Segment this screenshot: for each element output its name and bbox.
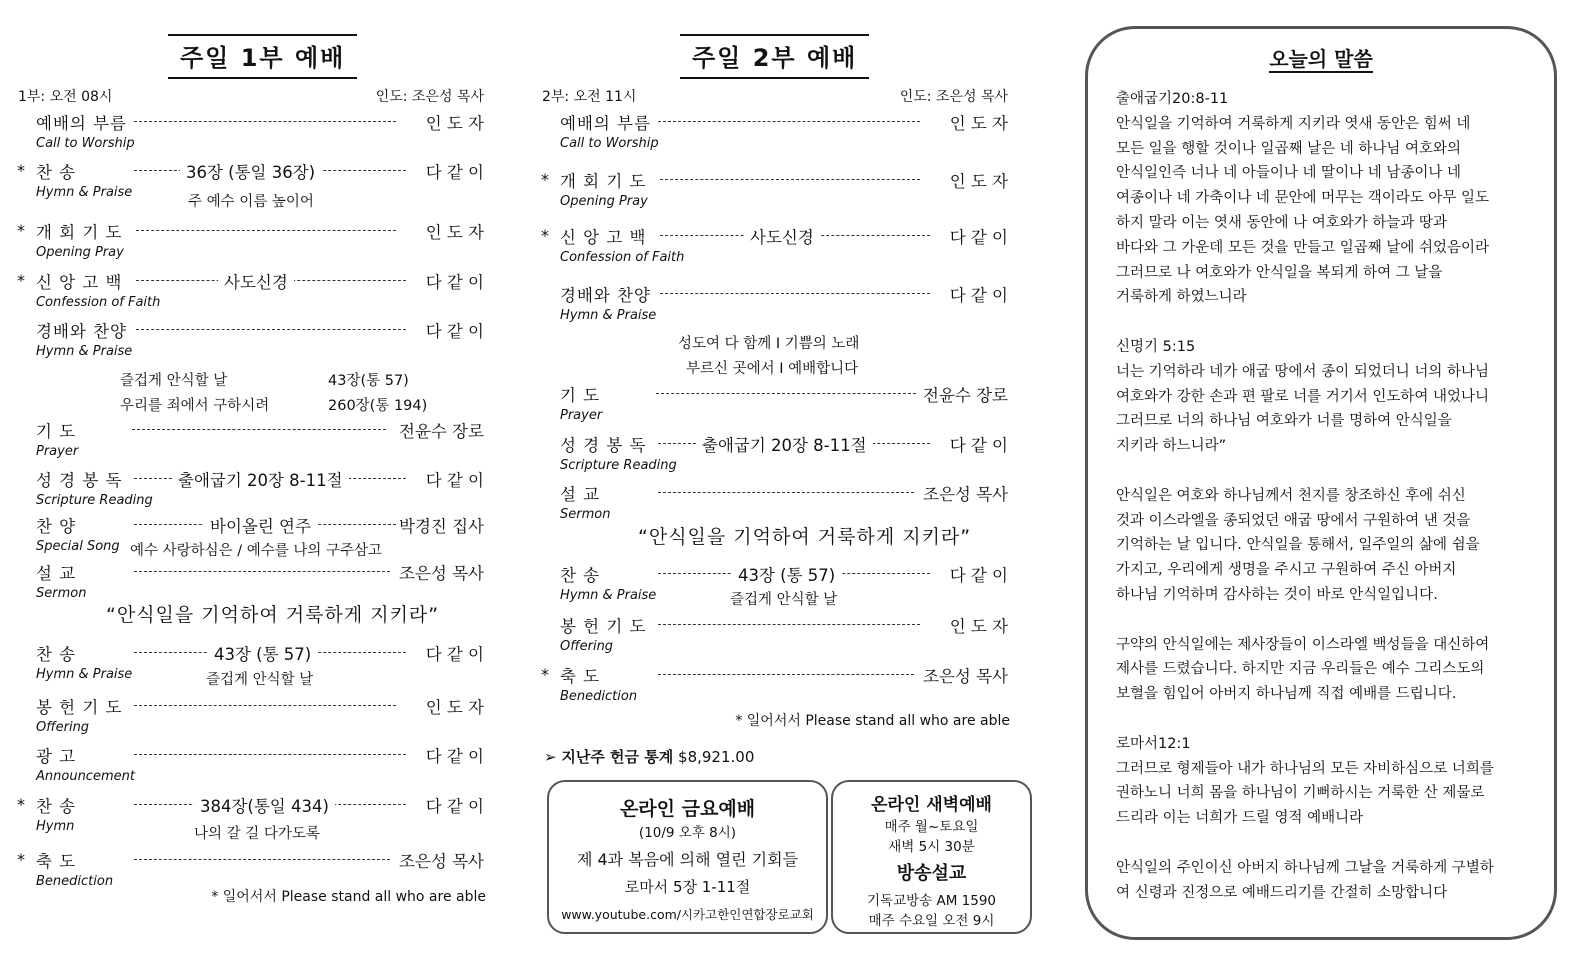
service2-stand-note: * 일어서서 Please stand all who are able <box>735 713 1010 729</box>
word-line: 구약의 안식일에는 제사장들이 이스라엘 백성들을 대신하여 <box>1116 636 1490 653</box>
praise-song-2-title: 우리를 죄에서 구하시려 <box>120 398 270 414</box>
word-paragraph <box>1116 484 1531 608</box>
item-name: 축 도 <box>36 852 77 871</box>
word-line: 그러므로 너의 하나님 여호와가 너를 명하여 안식일을 <box>1116 413 1452 430</box>
item-leader: 다 같 이 <box>425 747 484 766</box>
stand-marker: * <box>17 221 25 240</box>
todays-word-body <box>1116 87 1531 930</box>
offering-stats <box>544 746 754 767</box>
dotted-leader <box>136 230 396 231</box>
item-leader: 다 같 이 <box>949 436 1008 455</box>
liturgy-item <box>18 159 488 185</box>
item-english: Hymn & Praise <box>560 588 657 603</box>
item-english: Opening Pray <box>36 245 124 260</box>
liturgy-item <box>542 663 1012 689</box>
dotted-leader <box>134 571 390 572</box>
service1-time: 1부: 오전 08시 <box>18 89 113 105</box>
word-line: 제사를 드렸습니다. 하지만 지금 우리들은 예수 그리스도의 <box>1116 661 1485 678</box>
service1-stand-note: * 일어서서 Please stand all who are able <box>211 889 486 905</box>
item-detail: 36장 (통일 36장) <box>180 159 321 183</box>
friday-scripture: 로마서 5장 1-11절 <box>624 878 751 896</box>
friday-service-box <box>547 780 828 934</box>
item-detail: 사도신경 <box>744 224 820 248</box>
todays-word-title: 오늘의 말씀 <box>1269 47 1373 71</box>
word-line: 지키라 하느니라” <box>1116 438 1227 455</box>
dawn-title: 온라인 새벽예배 <box>871 795 992 815</box>
item-name: 설 교 <box>560 485 601 504</box>
service2-leader: 인도: 조은성 목사 <box>899 89 1008 105</box>
item-english: Announcement <box>36 769 135 784</box>
stand-marker: * <box>541 170 549 189</box>
item-name: 찬 양 <box>36 517 77 536</box>
item-detail: 출애굽기 20장 8-11절 <box>696 432 873 456</box>
dotted-leader <box>660 179 920 180</box>
word-paragraph <box>1116 732 1531 831</box>
item-leader: 조은성 목사 <box>399 852 484 871</box>
item-leader: 전윤수 장로 <box>399 422 484 441</box>
liturgy-item <box>542 110 1012 136</box>
broadcast-time: 매주 수요일 오전 9시 <box>868 913 995 929</box>
item-english: Scripture Reading <box>36 493 153 508</box>
item-leader: 다 같 이 <box>425 322 484 341</box>
praise-song-1-title: 즐겁게 안식할 날 <box>120 373 228 389</box>
friday-lesson: 제 4과 복음에 의해 열린 기회들 <box>576 850 799 869</box>
liturgy-item <box>18 110 488 136</box>
liturgy-item <box>18 467 488 493</box>
word-paragraph <box>1116 335 1531 459</box>
dotted-leader <box>660 293 930 294</box>
dotted-leader <box>134 754 406 755</box>
word-line: 로마서12:1 <box>1116 735 1191 752</box>
service1-sermon-title: “안식일을 기억하여 거룩하게 지키라” <box>106 604 440 626</box>
item-english: Confession of Faith <box>560 250 685 265</box>
item-leader: 다 같 이 <box>949 228 1008 247</box>
item-leader: 전윤수 장로 <box>923 386 1008 405</box>
broadcast-title: 방송설교 <box>896 863 967 884</box>
item-leader: 다 같 이 <box>425 645 484 664</box>
item-leader: 다 같 이 <box>425 273 484 292</box>
liturgy-item <box>18 694 488 720</box>
item-english: Prayer <box>36 444 79 459</box>
word-line: 가지고, 우리에게 생명을 주시고 구원하여 주신 아버지 <box>1116 562 1457 579</box>
dotted-leader <box>658 121 920 122</box>
friday-url[interactable]: www.youtube.com/시카고한인연합장로교회 <box>561 907 814 922</box>
word-paragraph <box>1116 87 1531 310</box>
service1-header <box>18 86 484 106</box>
item-leader: 인 도 자 <box>425 223 484 242</box>
item-english: Prayer <box>560 408 603 423</box>
liturgy-item <box>542 432 1012 458</box>
todays-word-heading <box>1088 43 1554 72</box>
dawn-time: 새벽 5시 30분 <box>888 839 975 855</box>
service2-title: 주일 2부 예배 <box>680 34 869 79</box>
praise-song-1-num: 43장(통 57) <box>328 373 409 389</box>
item-detail: 출애굽기 20장 8-11절 <box>172 467 349 491</box>
dotted-leader <box>656 393 916 394</box>
item-leader: 인 도 자 <box>425 114 484 133</box>
word-line: 권하노니 너희 몸을 하나님이 기뻐하시는 거룩한 산 제물로 <box>1116 785 1485 802</box>
item-leader: 인 도 자 <box>949 114 1008 133</box>
broadcast-station: 기독교방송 AM 1590 <box>866 893 997 909</box>
stand-marker: * <box>17 850 25 869</box>
word-paragraph <box>1116 856 1531 906</box>
word-line: 너는 기억하라 네가 애굽 땅에서 종이 되었더니 너의 하나님 <box>1116 363 1490 380</box>
liturgy-item <box>542 613 1012 639</box>
liturgy-item <box>542 224 1012 250</box>
liturgy-item <box>18 641 488 667</box>
item-english: Hymn & Praise <box>36 185 133 200</box>
item-name: 개 회 기 도 <box>36 223 123 242</box>
item-english: Hymn & Praise <box>36 344 133 359</box>
item-leader: 다 같 이 <box>425 471 484 490</box>
word-line: 드리라 이는 너희가 드릴 영적 예배니라 <box>1116 810 1364 827</box>
item-leader: 인 도 자 <box>949 172 1008 191</box>
liturgy-item <box>542 168 1012 194</box>
item-name: 봉 헌 기 도 <box>560 617 647 636</box>
item-english: Offering <box>36 720 90 735</box>
word-line: 여호와가 강한 손과 편 팔로 너를 거기서 인도하여 내었나니 <box>1116 388 1490 405</box>
item-leader: 인 도 자 <box>949 617 1008 636</box>
liturgy-item <box>18 793 488 819</box>
praise-song-2-num: 260장(통 194) <box>328 398 428 414</box>
todays-word-panel <box>1085 26 1557 940</box>
item-leader: 조은성 목사 <box>923 667 1008 686</box>
item-leader: 조은성 목사 <box>923 485 1008 504</box>
word-line: 여 신령과 진정으로 예배드리기를 간절히 소망합니다 <box>1116 884 1448 901</box>
word-line: 거룩하게 하였느니라 <box>1116 289 1247 306</box>
item-leader: 조은성 목사 <box>399 564 484 583</box>
item-english: Hymn & Praise <box>36 667 133 682</box>
item-name: 찬 송 <box>560 566 601 585</box>
item-name: 봉 헌 기 도 <box>36 698 123 717</box>
dotted-leader <box>134 705 396 706</box>
stand-marker: * <box>17 271 25 290</box>
dotted-leader <box>134 859 390 860</box>
item-leader: 다 같 이 <box>425 797 484 816</box>
item-leader: 다 같 이 <box>425 163 484 182</box>
liturgy-item <box>18 219 488 245</box>
item-name: 경배와 찬양 <box>560 286 651 305</box>
item-detail: 384장(통일 434) <box>194 793 335 817</box>
item-english: Call to Worship <box>36 136 135 151</box>
item-english: Benediction <box>36 874 114 889</box>
liturgy-item <box>18 269 488 295</box>
liturgy-item <box>18 513 488 539</box>
friday-title: 온라인 금요예배 <box>619 798 756 820</box>
praise-line-1: 성도여 다 함께 I 기쁨의 노래 <box>678 336 860 352</box>
offering-amount: $8,921.00 <box>678 748 755 766</box>
item-english: Benediction <box>560 689 638 704</box>
item-detail: 43장 (통 57) <box>732 562 841 586</box>
dotted-leader <box>658 624 920 625</box>
item-leader: 인 도 자 <box>425 698 484 717</box>
item-leader: 다 같 이 <box>949 286 1008 305</box>
item-name: 축 도 <box>560 667 601 686</box>
word-line: 기억하는 날 입니다. 안식일을 통해서, 일주일의 삶에 쉼을 <box>1116 537 1480 554</box>
hymn1-title: 주 예수 이름 높이어 <box>188 194 314 210</box>
dotted-leader <box>136 329 406 330</box>
item-name: 찬 송 <box>36 163 77 182</box>
word-line: 여종이나 네 가축이나 네 문안에 머무는 객이라도 아무 일도 <box>1116 190 1490 207</box>
word-line: 안식일의 주인이신 아버지 하나님께 그날을 거룩하게 구별하 <box>1116 859 1494 876</box>
liturgy-item <box>18 848 488 874</box>
item-english: Sermon <box>36 586 87 601</box>
liturgy-item <box>18 418 488 444</box>
liturgy-item <box>542 481 1012 507</box>
item-english: Special Song <box>36 539 120 554</box>
offering-label: 지난주 헌금 통계 <box>561 748 674 766</box>
word-line: 출애굽기20:8-11 <box>1116 91 1229 107</box>
item-name: 기 도 <box>36 422 77 441</box>
liturgy-item <box>18 318 488 344</box>
item-name: 경배와 찬양 <box>36 322 127 341</box>
word-line: 안식일을 기억하여 거룩하게 지키라 엿새 동안은 힘써 네 <box>1116 115 1471 132</box>
item-leader: 박경진 집사 <box>399 517 484 536</box>
item-name: 예배의 부름 <box>36 114 127 133</box>
dotted-leader <box>658 492 914 493</box>
service2-time: 2부: 오전 11시 <box>542 89 637 105</box>
service2-sermon-title: “안식일을 기억하여 거룩하게 지키라” <box>638 526 972 548</box>
praise-line-2: 부르신 곳에서 I 예배합니다 <box>686 361 859 377</box>
word-line: 보혈을 힘입어 아버지 하나님께 직접 예배를 드립니다. <box>1116 686 1457 703</box>
liturgy-item <box>542 562 1012 588</box>
word-line: 안식일인즉 너나 네 아들이나 네 딸이나 네 남종이나 네 <box>1116 165 1462 182</box>
word-line: 안식일은 여호와 하나님께서 천지를 창조하신 후에 쉬신 <box>1116 487 1466 504</box>
stand-marker: * <box>541 226 549 245</box>
item-name: 광 고 <box>36 747 77 766</box>
item-detail: 바이올린 연주 <box>204 513 317 537</box>
word-line: 그러므로 나 여호와가 안식일을 복되게 하여 그 날을 <box>1116 264 1443 281</box>
arrow-icon: ➢ <box>544 748 557 766</box>
item-english: Opening Pray <box>560 194 648 209</box>
item-name: 신 앙 고 백 <box>560 228 647 247</box>
stand-marker: * <box>17 795 25 814</box>
liturgy-item <box>542 282 1012 308</box>
item-name: 설 교 <box>36 564 77 583</box>
item-detail: 사도신경 <box>218 269 294 293</box>
word-line: 바다와 그 가운데 모든 것을 만들고 일곱째 날에 쉬었음이라 <box>1116 239 1490 256</box>
liturgy-item <box>542 382 1012 408</box>
word-line: 하나님 기억하며 감사하는 것이 바로 안식일입니다. <box>1116 586 1438 603</box>
service1-title: 주일 1부 예배 <box>168 34 357 79</box>
word-line: 것과 이스라엘을 종되었던 애굽 땅에서 구원하여 낸 것을 <box>1116 512 1471 529</box>
stand-marker: * <box>17 161 25 180</box>
item-name: 기 도 <box>560 386 601 405</box>
word-line: 신명기 5:15 <box>1116 338 1196 355</box>
item-name: 찬 송 <box>36 645 77 664</box>
hymn3-title: 나의 갈 길 다가도록 <box>194 826 320 842</box>
service2-header <box>542 86 1008 106</box>
word-paragraph <box>1116 633 1531 707</box>
item-detail: 43장 (통 57) <box>208 641 317 665</box>
service1-leader: 인도: 조은성 목사 <box>375 89 484 105</box>
item-english: Scripture Reading <box>560 458 677 473</box>
friday-date: (10/9 오후 8시) <box>638 825 737 841</box>
item-leader: 다 같 이 <box>949 566 1008 585</box>
stand-marker: * <box>541 665 549 684</box>
liturgy-item <box>18 560 488 586</box>
dotted-leader <box>132 429 386 430</box>
item-english: Sermon <box>560 507 611 522</box>
item-name: 성 경 봉 독 <box>560 436 647 455</box>
item-english: Call to Worship <box>560 136 659 151</box>
item-name: 성 경 봉 독 <box>36 471 123 490</box>
dotted-leader <box>658 674 914 675</box>
item-english: Offering <box>560 639 614 654</box>
word-line: 모든 일을 행할 것이나 일곱째 날은 네 하나님 여호와의 <box>1116 140 1462 157</box>
item-english: Hymn <box>36 819 75 834</box>
item-name: 찬 송 <box>36 797 77 816</box>
item-name: 개 회 기 도 <box>560 172 647 191</box>
special-song-note: 예수 사랑하심은 / 예수를 나의 구주삼고 <box>130 543 383 559</box>
dotted-leader <box>134 121 396 122</box>
word-line: 그러므로 형제들아 내가 하나님의 모든 자비하심으로 너희를 <box>1116 760 1494 777</box>
item-name: 예배의 부름 <box>560 114 651 133</box>
word-line: 하지 말라 이는 엿새 동안에 나 여호와가 하늘과 땅과 <box>1116 214 1448 231</box>
dawn-days: 매주 월~토요일 <box>884 819 979 835</box>
item-english: Confession of Faith <box>36 295 161 310</box>
service2-hymn-title: 즐겁게 안식할 날 <box>730 592 838 608</box>
dawn-service-box <box>831 780 1032 934</box>
item-name: 신 앙 고 백 <box>36 273 123 292</box>
hymn2-title: 즐겁게 안식할 날 <box>206 672 314 688</box>
liturgy-item <box>18 743 488 769</box>
item-english: Hymn & Praise <box>560 308 657 323</box>
